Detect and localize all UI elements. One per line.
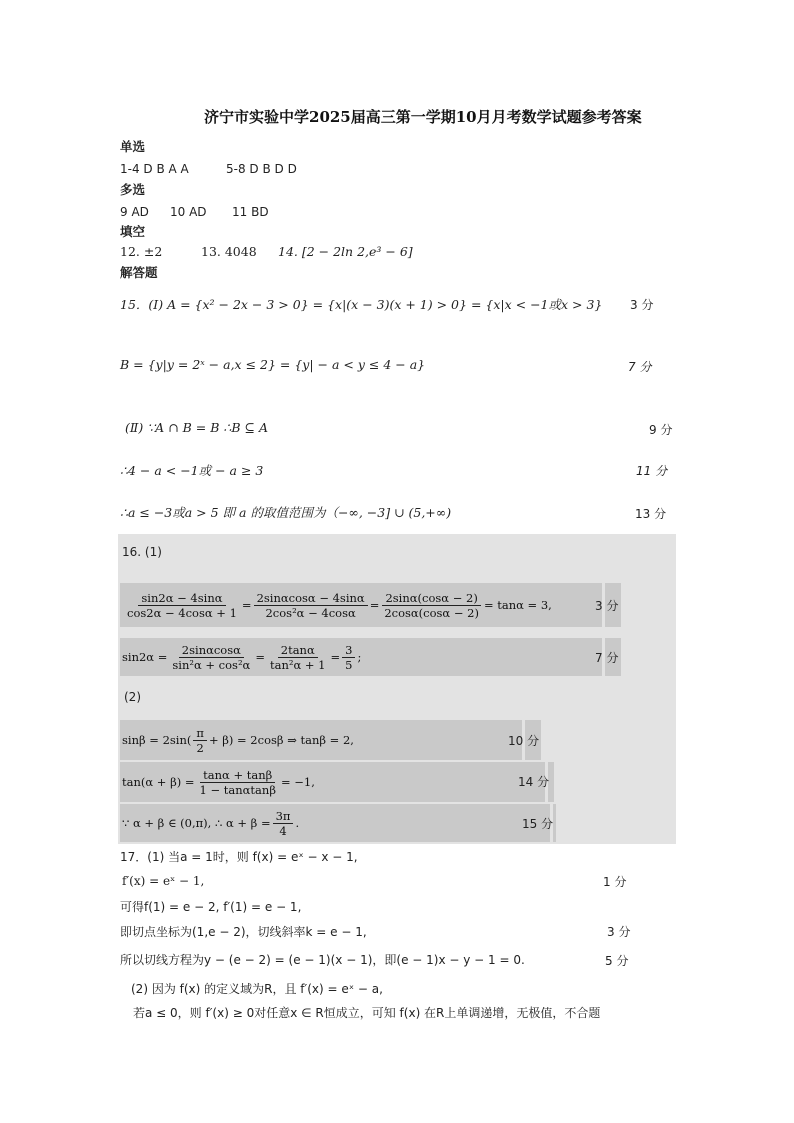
section-multi-choice: 多选 [120, 182, 146, 197]
q16-formula-4: tan(α + β) = $\frac{\tan\alpha + \tan\beta}{1 - \tan\alpha\tan\beta}$ = −1, [122, 767, 315, 797]
q17-line-7: 若a ≤ 0，则 f′(x) ≥ 0对任意x ∈ R恒成立，可知 f(x) 在R上单调递增，无极值，不合题 [133, 1006, 601, 1020]
q16-f1-frac-a: $\frac{\sin 2\alpha - 4\sin\alpha}{\cos 2\alpha - 4\cos\alpha + 1}$ [127, 590, 237, 620]
q17-line-4: 即切点坐标为(1,e − 2)，切线斜率k = e − 1, [120, 925, 367, 939]
answer-fill-13: 13. 4048 [201, 244, 257, 259]
q16-formula-5: ∵ α + β ∈ (0,π), ∴ α + β = $\frac{3\pi}{4}$ . [122, 808, 300, 838]
q17-score-4: 3 分 [607, 925, 631, 939]
q15-score-5: 13 分 [635, 507, 667, 521]
q17-score-2: 1 分 [603, 875, 627, 889]
q16-f4-frac: $\frac{\tan\alpha + \tan\beta}{1 - \tan\alpha\tan\beta}$ [199, 767, 276, 797]
q16-score-1: 3 分 [595, 599, 619, 613]
q15-line-5: ∴a ≤ −3或a > 5 即 a 的取值范围为（−∞, −3] ∪ (5,+∞) [120, 505, 452, 520]
q16-f2-frac-b: $\frac{2\tan\alpha}{\text{tan²α + 1}}$ [269, 642, 326, 672]
q15-line-2: B = {y|y = 2ˣ − a,x ≤ 2} = {y| − a < y ≤ 4 − a} [120, 357, 426, 372]
q16-f2-frac-a: $\frac{2\sin\alpha\cos\alpha}{\text{sin²α + cos²α}}$ [172, 642, 251, 672]
q17-line-3: 可得f(1) = e − 2, f′(1) = e − 1, [120, 900, 302, 914]
q16-score-4: 14 分 [518, 775, 550, 789]
q16-formula-1: $\frac{\sin 2\alpha - 4\sin\alpha}{\cos 2\alpha - 4\cos\alpha + 1}$ = $\frac{2\sin\alpha\cos\alpha - 4\sin\alpha}{\text{2cos²α − 4cosα}}$ = $\frac{2\sin\alpha(\cos\alpha - 2)}{2\cos\alpha(\cos\alpha - 2)}$ = tanα = 3, [122, 584, 552, 626]
section-single-choice: 单选 [120, 139, 146, 154]
answer-single-5-8: 5-8 D B D D [226, 162, 297, 176]
q16-score-2: 7 分 [595, 651, 619, 665]
q16-f2-frac-c: $\frac{3}{5}$ [342, 643, 355, 672]
q15-line-3: (Ⅱ) ∵A ∩ B = B ∴B ⊆ A [125, 420, 268, 435]
section-fill-blank: 填空 [120, 224, 146, 239]
q15-score-1: 3 分 [630, 298, 654, 312]
q17-line-5: 所以切线方程为y − (e − 2) = (e − 1)(x − 1)，即(e − 1)x − y − 1 = 0. [120, 953, 525, 967]
q16-f3-frac: $\frac{\pi}{2}$ [193, 726, 207, 755]
q15-score-2: 7 分 [628, 360, 652, 374]
q15-score-4: 11 分 [636, 464, 668, 478]
answer-single-1-4: 1-4 D B A A [120, 162, 189, 176]
q16-row-5-score-cell [553, 804, 556, 842]
q16-formula-2: sin2α = $\frac{2\sin\alpha\cos\alpha}{\text{sin²α + cos²α}}$ = $\frac{2\tan\alpha}{\text{tan²α + 1}}$ = $\frac{3}{5}$ ; [122, 642, 362, 672]
q17-score-5: 5 分 [605, 954, 629, 968]
q16-f1-frac-b: $\frac{2\sin\alpha\cos\alpha - 4\sin\alpha}{\text{2cos²α − 4cosα}}$ [254, 591, 368, 620]
q16-part-2-label: (2) [124, 690, 141, 704]
q16-formula-3: sinβ = 2sin( $\frac{\pi}{2}$ + β) = 2cosβ ⇒ tanβ = 2, [122, 725, 354, 755]
q16-score-3: 10 分 [508, 734, 540, 748]
q17-line-6: (2) 因为 f(x) 的定义域为R，且 f′(x) = eˣ − a, [131, 982, 383, 996]
q15-score-3: 9 分 [649, 423, 673, 437]
q16-f5-frac: $\frac{3\pi}{4}$ [273, 809, 294, 838]
answer-fill-14: 14. [2 − 2ln 2,e³ − 6] [278, 244, 413, 259]
answer-multi-11: 11 BD [232, 205, 269, 219]
page-title: 济宁市实验中学2025届高三第一学期10月月考数学试题参考答案 [204, 108, 642, 126]
q17-line-1: 17．(1) 当a = 1时，则 f(x) = eˣ − x − 1, [120, 850, 358, 864]
q16-part-1-label: 16. (1) [122, 545, 162, 559]
answer-multi-9: 9 AD [120, 205, 149, 219]
section-solutions: 解答题 [120, 265, 158, 280]
answer-fill-12: 12. ±2 [120, 244, 163, 259]
q17-line-2: f′(x) = eˣ − 1, [122, 874, 205, 888]
q16-f1-frac-c: $\frac{2\sin\alpha(\cos\alpha - 2)}{2\cos\alpha(\cos\alpha - 2)}$ [384, 590, 479, 620]
q16-score-5: 15 分 [522, 817, 554, 831]
q15-line-1: 15．(Ⅰ) A = {x² − 2x − 3 > 0} = {x|(x − 3)(x + 1) > 0} = {x|x < −1或x > 3} [120, 297, 603, 312]
answer-multi-10: 10 AD [170, 205, 207, 219]
q15-line-4: ∴4 − a < −1或 − a ≥ 3 [120, 463, 264, 478]
